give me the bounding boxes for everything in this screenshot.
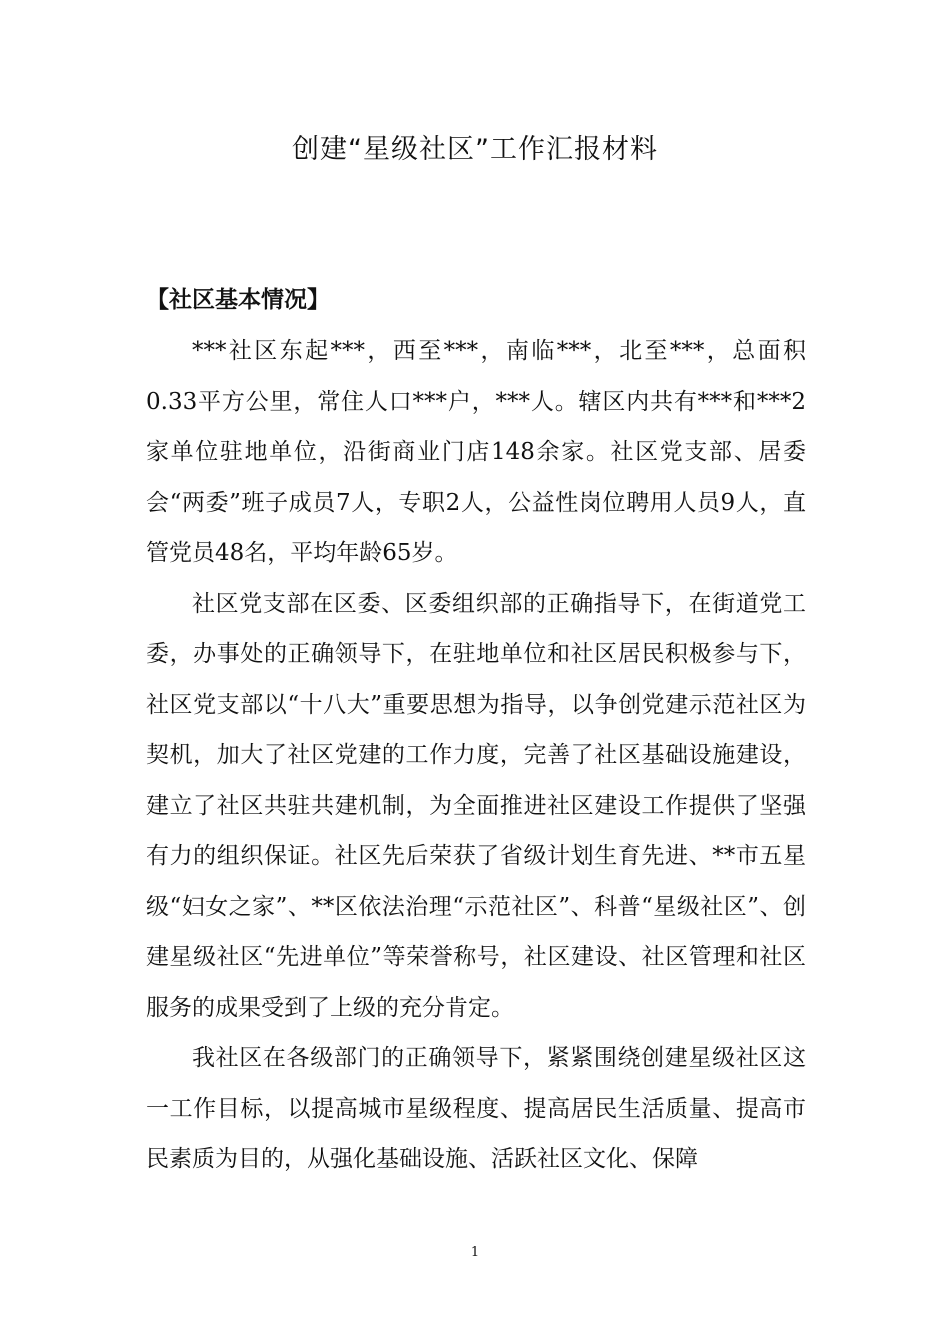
paragraph-star-community: 我社区在各级部门的正确领导下，紧紧围绕创建星级社区这一工作目标，以提高城市星级程度、提高居民生活质量、提高市民素质为目的，从强化基础设施、活跃社区文化、保障	[146, 1045, 806, 1172]
document-title: 创建“星级社区”工作汇报材料	[292, 134, 658, 165]
paragraph-basic-info: ***社区东起***，西至***，南临***，北至***，总面积0.33平方公里，常住人口***户，***人。辖区内共有***和***2家单位驻地单位，沿街商业门店148余家。社区党支部、居委会“两委”班子成员7人，专职2人，公益性岗位聘用人员9人，直管党员48名，平均年龄65岁。	[146, 338, 806, 566]
page-number: 1	[470, 1245, 480, 1260]
section-heading: 【社区基本情况】	[146, 286, 330, 313]
document-body	[146, 326, 806, 1185]
paragraph-party-branch: 社区党支部在区委、区委组织部的正确指导下，在街道党工委，办事处的正确领导下，在驻地单位和社区居民积极参与下，社区党支部以“十八大”重要思想为指导，以争创党建示范社区为契机，加大了社区党建的工作力度，完善了社区基础设施建设，建立了社区共驻共建机制，为全面推进社区建设工作提供了坚强有力的组织保证。社区先后荣获了省级计划生育先进、**市五星级“妇女之家”、**区依法治理“示范社区”、科普“星级社区”、创建星级社区“先进单位”等荣誉称号，社区建设、社区管理和社区服务的成果受到了上级的充分肯定。	[146, 590, 806, 1021]
